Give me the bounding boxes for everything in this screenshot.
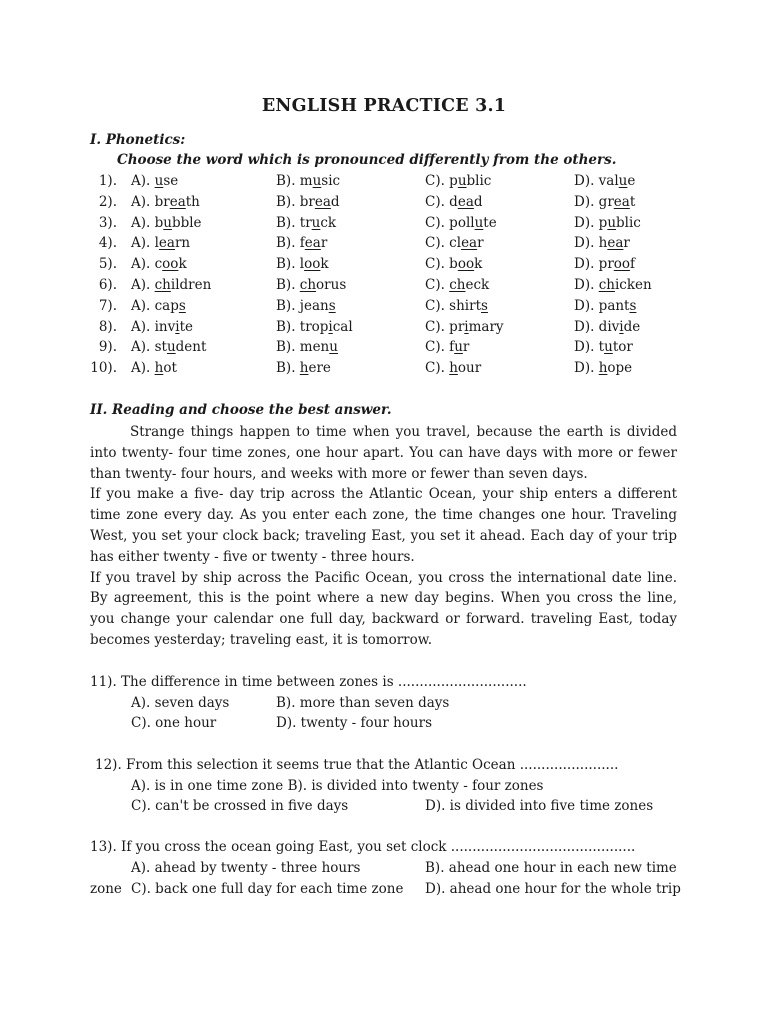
option-text: A). br — [131, 193, 170, 210]
question-11-stem: 11). The difference in time between zones is .............................. — [90, 674, 527, 690]
underlined-sound: i — [619, 318, 624, 335]
option-text: r — [477, 235, 484, 252]
option-text: C). cl — [425, 235, 462, 252]
underlined-sound: ea — [613, 193, 630, 210]
option-text: C). poll — [425, 214, 475, 231]
option-c[interactable] — [425, 194, 483, 210]
option-text: D). pr — [574, 256, 614, 273]
option-text: th — [185, 193, 200, 210]
option-text: C). shirt — [425, 297, 481, 314]
option-text: ot — [163, 360, 177, 377]
underlined-sound: ea — [169, 193, 186, 210]
underlined-sound: h — [598, 360, 608, 377]
question-number: 6). — [98, 277, 117, 293]
question-13-option-a[interactable]: A). ahead by twenty - three hours — [131, 860, 361, 876]
option-text: B). f — [276, 235, 305, 252]
option-a[interactable] — [131, 298, 186, 314]
underlined-sound: h — [299, 360, 309, 377]
option-text: d — [473, 193, 483, 210]
option-text: D). p — [574, 214, 608, 231]
option-text: D). t — [574, 339, 605, 356]
option-d[interactable] — [574, 298, 636, 314]
underlined-sound: u — [457, 173, 467, 189]
option-text: de — [623, 318, 641, 335]
underlined-sound: u — [329, 339, 338, 356]
underlined-sound: s — [629, 297, 637, 314]
question-13-option-c[interactable]: C). back one full day for each time zone — [131, 881, 404, 897]
phonetics-row — [0, 298, 768, 318]
reading-passage — [90, 422, 677, 651]
option-text: ope — [607, 360, 633, 377]
phonetics-row — [0, 256, 768, 276]
underlined-sound: oo — [162, 256, 179, 273]
option-text: ere — [308, 360, 331, 377]
option-text: ck — [320, 214, 337, 231]
passage-paragraph: If you make a five- day trip across the Atlantic Ocean, your ship enters a different time zone every day. As you enter each zone, the time changes one hour. Traveling West, you set your clock back; traveling East, you set it ahead. Each day of your trip has either twenty - five or twenty - three hours. — [90, 486, 677, 565]
option-text: C). pr — [425, 318, 465, 335]
question-12-option-d[interactable]: D). is divided into five time zones — [425, 798, 654, 814]
option-text: k — [474, 256, 483, 273]
option-b[interactable] — [276, 256, 329, 272]
underlined-sound: u — [311, 214, 321, 231]
underlined-sound: oo — [457, 256, 475, 273]
phonetics-instruction: Choose the word which is pronounced differently from the others. — [117, 152, 617, 168]
option-b[interactable] — [276, 215, 336, 231]
option-text: tor — [612, 339, 633, 356]
option-text: D). — [574, 360, 599, 377]
option-a[interactable] — [131, 319, 193, 335]
underlined-sound: u — [312, 173, 322, 189]
option-d[interactable] — [574, 360, 632, 376]
underlined-sound: u — [154, 173, 164, 189]
option-b[interactable] — [276, 173, 340, 189]
underlined-sound: ea — [607, 235, 624, 252]
option-text: A). — [131, 277, 155, 293]
option-text: ildren — [170, 277, 212, 293]
option-text: r — [320, 235, 328, 252]
underlined-sound: h — [449, 360, 458, 377]
passage-paragraph: If you travel by ship across the Pacific Ocean, you cross the international date line. By agreement, this is the point where a new day begins. When you cross the line, you change your calendar one full day, backward or forward. traveling East, today becomes yesterday; traveling east, it is tomorrow. — [90, 569, 677, 648]
question-11-option-b[interactable]: B). more than seven days — [276, 695, 450, 711]
option-text: r — [623, 235, 630, 252]
underlined-sound: s — [178, 297, 186, 314]
option-c[interactable] — [425, 339, 469, 355]
option-text: A). b — [131, 214, 164, 231]
section-reading-heading: II. Reading and choose the best answer. — [90, 402, 392, 418]
option-text: B). jean — [276, 297, 329, 314]
option-text: e — [627, 173, 636, 189]
option-b[interactable] — [276, 339, 338, 355]
option-d[interactable] — [574, 215, 641, 231]
option-a[interactable] — [131, 339, 206, 355]
option-text: blic — [466, 173, 492, 189]
underlined-sound: i — [464, 318, 469, 335]
option-text: B). — [276, 277, 300, 293]
question-number: 5). — [98, 256, 117, 273]
underlined-sound: i — [328, 318, 333, 335]
option-d[interactable] — [574, 235, 630, 251]
option-c[interactable] — [425, 319, 504, 335]
underlined-sound: h — [154, 360, 164, 377]
underlined-sound: ea — [461, 235, 478, 252]
option-text: C). — [425, 277, 450, 293]
question-number: 10). — [90, 360, 117, 377]
option-text: k — [178, 256, 187, 273]
option-text: D). val — [574, 173, 619, 189]
underlined-sound: s — [328, 297, 336, 314]
question-13-option-b[interactable]: B). ahead one hour in each new time — [425, 860, 677, 876]
question-12-option-c[interactable]: C). can't be crossed in five days — [131, 798, 349, 814]
section-phonetics-heading: I. Phonetics: — [90, 132, 186, 148]
option-text: A). cap — [131, 297, 179, 314]
option-a[interactable] — [131, 360, 177, 376]
option-text: se — [163, 173, 179, 189]
option-text: B). trop — [276, 318, 329, 335]
option-b[interactable] — [276, 194, 340, 210]
underlined-sound: ch — [449, 277, 466, 293]
question-number: 4). — [98, 235, 117, 252]
option-b[interactable] — [276, 298, 336, 314]
question-13-option-d[interactable]: D). ahead one hour for the whole trip — [425, 881, 681, 897]
option-text: cal — [332, 318, 353, 335]
option-d[interactable] — [574, 173, 635, 189]
underlined-sound: u — [474, 214, 484, 231]
option-text: A). — [131, 173, 155, 189]
option-text: te — [483, 214, 497, 231]
option-text: A). l — [131, 235, 159, 252]
option-text: orus — [316, 277, 347, 293]
phonetics-row — [0, 215, 768, 235]
option-c[interactable] — [425, 360, 481, 376]
phonetics-row — [0, 277, 768, 297]
question-number: 1). — [98, 173, 117, 189]
option-text: A). st — [131, 339, 167, 356]
question-11-option-c[interactable]: C). one hour — [131, 715, 217, 731]
phonetics-row — [0, 235, 768, 255]
underlined-sound: u — [163, 214, 172, 231]
underlined-sound: u — [604, 339, 613, 356]
underlined-sound: ch — [154, 277, 171, 293]
question-number: 9). — [98, 339, 117, 356]
option-text: A). c — [131, 256, 163, 273]
option-text: rn — [174, 235, 191, 252]
option-b[interactable] — [276, 360, 331, 376]
option-text: t — [629, 193, 636, 210]
option-text: dent — [175, 339, 207, 356]
option-text: A). — [131, 360, 155, 377]
underlined-sound: ea — [457, 193, 474, 210]
option-text: te — [179, 318, 193, 335]
option-a[interactable] — [131, 235, 190, 251]
question-number: 7). — [98, 297, 117, 314]
question-12-stem: 12). From this selection it seems true that the Atlantic Ocean ....................... — [95, 757, 619, 773]
phonetics-row — [0, 339, 768, 359]
question-number: 2). — [98, 193, 117, 210]
underlined-sound: ea — [158, 235, 175, 252]
option-text: D). h — [574, 235, 608, 252]
underlined-sound: s — [481, 297, 488, 314]
option-text: D). — [574, 277, 599, 293]
question-13-stem: 13). If you cross the ocean going East, you set clock ........................................... — [90, 839, 636, 855]
page-title: ENGLISH PRACTICE 3.1 — [261, 96, 507, 116]
option-d[interactable] — [574, 194, 635, 210]
option-c[interactable] — [425, 277, 489, 293]
option-d[interactable] — [574, 256, 635, 272]
option-text: B). — [276, 360, 300, 377]
option-text: C). f — [425, 339, 455, 356]
underlined-sound: oo — [304, 256, 321, 273]
option-text: D). div — [574, 318, 620, 335]
option-a[interactable] — [131, 173, 178, 189]
option-a[interactable] — [131, 277, 211, 293]
option-text: B). l — [276, 256, 305, 273]
underlined-sound: u — [618, 173, 628, 189]
underlined-sound: ea — [304, 235, 321, 252]
passage-paragraph: Strange things happen to time when you travel, because the earth is divided into twenty- four time zones, one hour apart. You can have days with more or fewer than twenty- four hours, and weeks with more or fewer than seven days. — [90, 424, 677, 482]
option-a[interactable] — [131, 256, 187, 272]
option-d[interactable] — [574, 277, 652, 293]
option-c[interactable] — [425, 256, 482, 272]
question-11-option-a[interactable]: A). seven days — [131, 695, 230, 711]
option-text: mary — [468, 318, 504, 335]
underlined-sound: ea — [314, 193, 331, 210]
option-text: C). — [425, 360, 450, 377]
option-d[interactable] — [574, 319, 640, 335]
option-text: B). m — [276, 173, 313, 189]
option-text: A). inv — [131, 318, 176, 335]
option-text: sic — [321, 173, 341, 189]
underlined-sound: ch — [598, 277, 615, 293]
option-c[interactable] — [425, 173, 491, 189]
phonetics-row — [0, 173, 768, 193]
question-13-wrap-text: zone — [90, 881, 122, 897]
option-text: B). men — [276, 339, 330, 356]
option-text: D). pant — [574, 297, 630, 314]
underlined-sound: u — [454, 339, 463, 356]
option-d[interactable] — [574, 339, 633, 355]
phonetics-row — [0, 360, 768, 380]
option-text: d — [330, 193, 340, 210]
option-text: f — [630, 256, 636, 273]
option-text: k — [320, 256, 329, 273]
phonetics-row — [0, 194, 768, 214]
option-text: C). p — [425, 173, 458, 189]
option-b[interactable] — [276, 277, 346, 293]
option-c[interactable] — [425, 215, 497, 231]
underlined-sound: i — [175, 318, 180, 335]
underlined-sound: oo — [613, 256, 631, 273]
option-text: eck — [465, 277, 490, 293]
underlined-sound: u — [607, 214, 617, 231]
option-b[interactable] — [276, 235, 327, 251]
question-number: 3). — [98, 214, 117, 231]
option-b[interactable] — [276, 319, 353, 335]
option-text: icken — [614, 277, 652, 293]
option-text: C). b — [425, 256, 458, 273]
option-c[interactable] — [425, 298, 488, 314]
option-c[interactable] — [425, 235, 484, 251]
underlined-sound: ch — [299, 277, 317, 293]
question-11-option-d[interactable]: D). twenty - four hours — [276, 715, 432, 731]
option-text: C). d — [425, 193, 458, 210]
option-text: r — [462, 339, 470, 356]
underlined-sound: u — [166, 339, 176, 356]
option-text: D). gr — [574, 193, 614, 210]
option-a[interactable] — [131, 194, 200, 210]
option-text: bble — [171, 214, 202, 231]
question-12-option-ab[interactable]: A). is in one time zone B). is divided into twenty - four zones — [131, 778, 544, 794]
option-text: blic — [616, 214, 641, 231]
phonetics-row — [0, 319, 768, 339]
option-text: B). br — [276, 193, 315, 210]
question-number: 8). — [98, 318, 117, 335]
option-text: our — [457, 360, 482, 377]
option-a[interactable] — [131, 215, 202, 231]
option-text: B). tr — [276, 214, 312, 231]
